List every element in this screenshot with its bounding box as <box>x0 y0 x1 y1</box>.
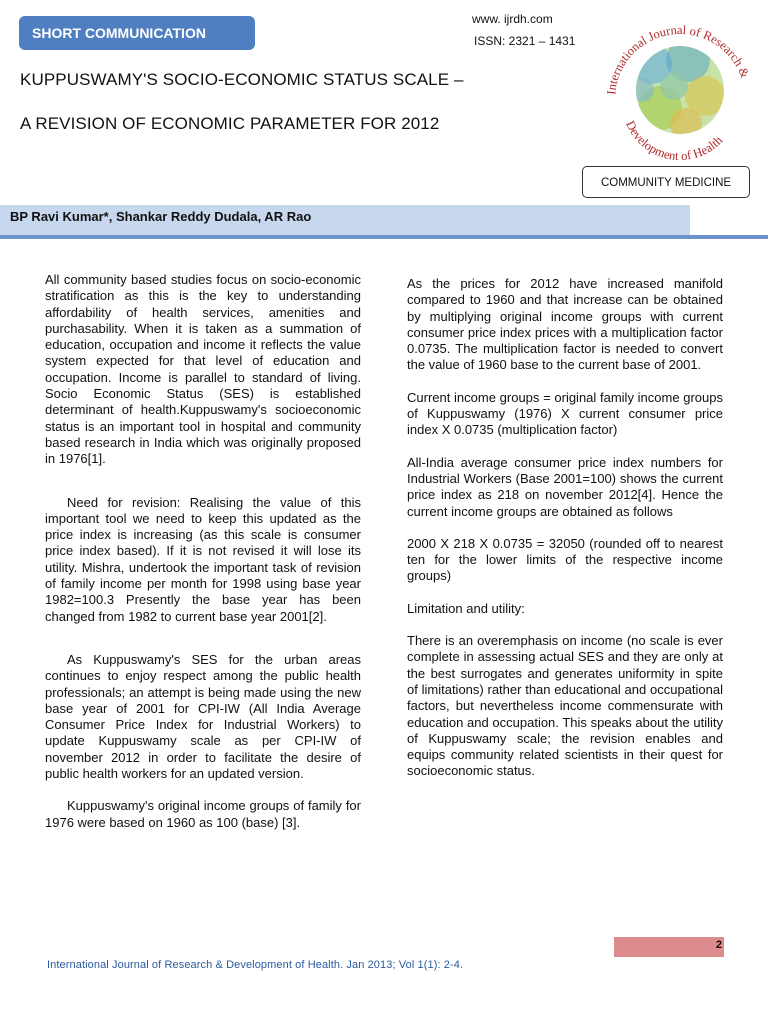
divider-stripe <box>0 235 768 239</box>
section-heading-limitation: Limitation and utility: <box>407 600 525 616</box>
paragraph-kuppuswamy-ses: As Kuppuswamy's SES for the urban areas continues to enjoy respect among the public health professionals; an attempt is being made using the new base year of 2001 for CPI-IW (All India Average Consumer Price Index for Industrial Workers) to update Kuppuswamy scale as per CPI-IW of november 2012 in order to facilitate the desire of public health workers for an updated version. <box>45 651 361 782</box>
author-list: BP Ravi Kumar*, Shankar Reddy Dudala, AR Rao <box>10 209 312 224</box>
paragraph-limitation: There is an overemphasis on income (no scale is ever complete in assessing actual SES and they are only at the best surrogates and generates uniformity in spite of limitations) rather than educational and occupational factors, but nevertheless income commensurate with education and occupation. This speaks about the utility of Kuppuswamy scale; the revision enables and equips community related scientists in their quest for socioeconomic status. <box>407 633 723 779</box>
title-line-2: A REVISION OF ECONOMIC PARAMETER FOR 2012 <box>20 114 440 133</box>
department-label: COMMUNITY MEDICINE <box>582 166 750 198</box>
paragraph-intro: All community based studies focus on socio-economic stratification as this is the key to understanding affordability of health services, amenities and purchasability. When it is taken as a summation of education, occupation and income it reflects the value system expected for that level of education and occupation. Income is parallel to standard of living. Socio Economic Status (SES) is established determinant of health.Kuppuswamy's socioeconomic status is an important tool in hospital and community based research in India which was originally proposed in 1976[1]. <box>45 272 361 467</box>
journal-logo <box>590 4 766 166</box>
right-column <box>407 276 723 796</box>
paragraph-formula: Current income groups = original family income groups of Kuppuswamy (1976) X current consumer price index X 0.0735 (multiplication factor) <box>407 389 723 438</box>
logo-text-top: International Journal of Research & <box>604 22 753 96</box>
article-type-badge: SHORT COMMUNICATION <box>19 16 255 50</box>
paragraph-original-income-groups: Kuppuswamy's original income groups of family for 1976 were based on 1960 as 100 (base) [3]. <box>45 798 361 830</box>
page-number: 2 <box>715 939 722 951</box>
title-line-1: KUPPUSWAMY'S SOCIO-ECONOMIC STATUS SCALE – <box>20 70 464 89</box>
journal-issn: ISSN: 2321 – 1431 <box>474 34 576 48</box>
journal-website: www. ijrdh.com <box>472 12 553 26</box>
paragraph-need-for-revision: Need for revision: Realising the value of this important tool we need to keep this updated as the price index is increasing (as this scale is consumer price index based). If it is not revised it will lose its utility. Mishra, undertook the important task of revision of family income per month for 1998 using base year 1982=100.3 Presently the base year has been changed from 1982 to current base year 2001[2]. <box>45 494 361 624</box>
paragraph-price-increase: As the prices for 2012 have increased manifold compared to 1960 and that increase can be obtained by multiplying original income groups with current consumer price index prices with a multiplication factor 0.0735. The multiplication factor is needed to convert the value of 1960 base to the current base of 2001. <box>407 276 723 373</box>
paragraph-calculation: 2000 X 218 X 0.0735 = 32050 (rounded off to nearest ten for the lower limits of the respective income groups) <box>407 535 723 584</box>
logo-text-bottom: Development of Health <box>623 118 726 164</box>
footer-citation: International Journal of Research & Development of Health. Jan 2013; Vol 1(1): 2-4. <box>47 959 464 971</box>
left-column <box>45 272 361 847</box>
paragraph-cpi: All-India average consumer price index numbers for Industrial Workers (Base 2001=100) shows the current price index as 218 on november 2012[4]. Hence the current income groups are obtained as follows <box>407 454 723 519</box>
